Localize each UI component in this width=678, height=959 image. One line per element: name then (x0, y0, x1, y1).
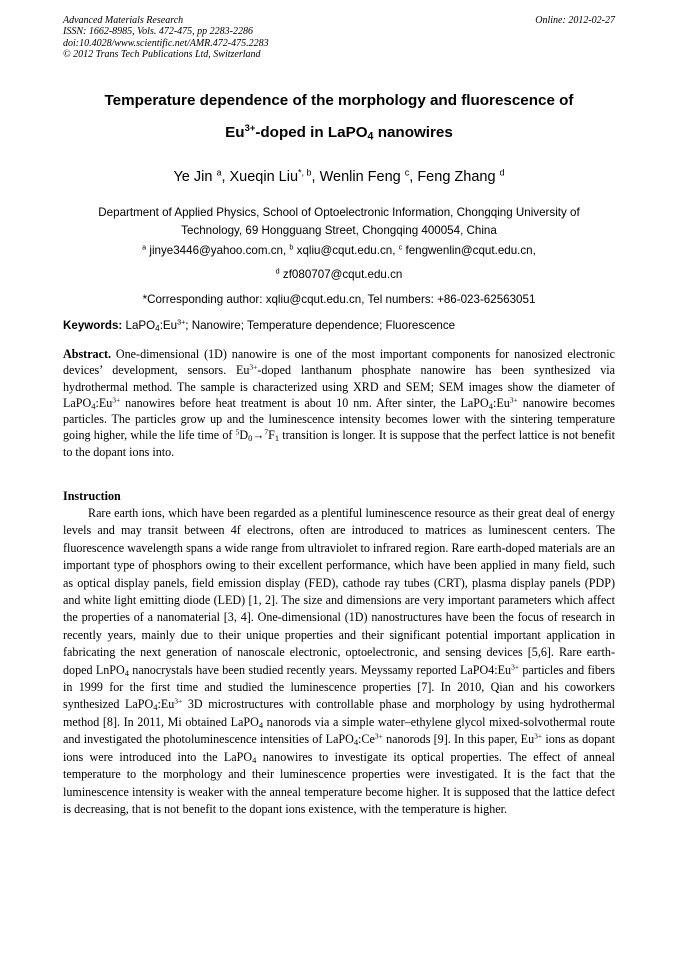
body-superscript: 3+ (174, 696, 183, 706)
author (417, 169, 504, 185)
body-superscript: 3+ (534, 731, 543, 741)
abstract-text: nanowire becomes particles. The particles grow up and the luminescence intensity becomes lower with the sintering temperature going higher, while the life time of (63, 395, 615, 443)
abstract-subscript: 1 (274, 433, 280, 444)
author (230, 169, 320, 185)
author-mark: *, b (298, 167, 312, 178)
abstract-subscript: 0 (248, 433, 253, 444)
email-mark: d (275, 266, 280, 276)
body-text: ions as dopant ions were introduced into the LaPO (63, 732, 615, 764)
abstract (63, 346, 615, 460)
abstract-text: One-dimensional (1D) nanowire is one of the most important components for nanosized electronic devices’ development, sensors. Eu (63, 347, 615, 378)
keyword-superscript: 3+ (177, 317, 186, 327)
abstract-text: :Eu (95, 395, 113, 410)
title-po4-subscript: 4 (367, 130, 374, 143)
author-emails (63, 244, 615, 257)
abstract-label: Abstract. (63, 347, 112, 361)
affiliation (63, 204, 615, 239)
body-text: Rare earth ions, which have been regarded as a plentiful luminescence resource as their great deal of energy levels and may transit between 4f electrons, often are introduced to matrices as luminescent centers. The fluorescence wavelength spans a wide range from ultraviolet to infrared region. Rare earth-doped materials are an important type of phosphors owing to their excellent performance, which have been applied in many field, such as optical display panels, field emission display (FED), cathode ray tubes (CRT), plasma display panels (PDP) and white light emitting diode (LED) [1, 2]. The size and dimensions are very important parameters which affect the properties of a nanomaterial [3, 4]. One-dimensional (1D) nanostructures have been the focus of research in recently years, mainly due to their unique properties and their significant potential important application in fabricating the next generation of nanoscale electronic, optoelectronic, and sensing devices [5,6]. Rare earth-doped LnPO (63, 506, 615, 677)
author-name: Feng Zhang (417, 169, 496, 185)
issn-line: ISSN: 1662-8985, Vols. 472-475, pp 2283-2286 (63, 26, 253, 38)
keywords-label: Keywords: (63, 319, 123, 332)
abstract-text: :Eu (493, 395, 510, 410)
title-eu-charge: 3+ (244, 122, 256, 134)
body-subscript: 4 (124, 667, 129, 678)
introduction-paragraph (63, 505, 615, 818)
email-link[interactable]: xqliu@cqut.edu.cn, (296, 244, 399, 257)
keyword-text: LaPO (125, 319, 156, 332)
author-emails-line-2 (63, 268, 615, 281)
author-separator: , (311, 169, 320, 185)
email-link[interactable]: zf080707@cqut.edu.cn (282, 268, 403, 281)
body-text: :Eu (157, 697, 175, 712)
author-name: Ye Jin (173, 169, 213, 185)
author-mark: c (404, 167, 410, 178)
author (173, 169, 229, 185)
author-name: Xueqin Liu (229, 169, 299, 185)
author-list (63, 169, 615, 185)
doi-line: doi:10.4028/www.scientific.net/AMR.472-475.2283 (63, 37, 269, 49)
abstract-superscript: 7 (264, 427, 269, 437)
abstract-text: nanowires before heat treatment is about 10 nm. After sinter, the LaPO (120, 395, 489, 410)
abstract-subscript: 4 (488, 401, 493, 411)
online-date: Online: 2012-02-27 (535, 15, 615, 26)
body-subscript: 4 (353, 737, 359, 748)
affiliation-line-1: Department of Applied Physics, School of Optoelectronic Information, Chongqing University of (98, 206, 580, 219)
keywords (63, 319, 623, 332)
abstract-text: D (239, 428, 249, 443)
title-rest: -doped in LaPO (255, 124, 368, 141)
body-superscript: 3+ (511, 662, 520, 672)
email-mark: a (142, 242, 147, 252)
abstract-text: transition is longer. It is suppose that the perfect lattice is not benefit to the dopant ions into. (63, 428, 615, 459)
email-mark: c (398, 242, 403, 252)
abstract-superscript: 5 (235, 427, 240, 437)
abstract-superscript: 3+ (112, 395, 121, 405)
author-separator: , (409, 169, 418, 185)
author-mark: d (499, 167, 505, 178)
email-link[interactable]: jinye3446@yahoo.com.cn, (149, 244, 290, 257)
body-text: nanorods via a simple water–ethylene glycol mixed-solvothermal route and investigated the photoluminescence intensities of LaPO (63, 714, 615, 747)
body-subscript: 4 (153, 702, 158, 713)
journal-name: Advanced Materials Research (63, 15, 184, 26)
body-text: nanocrystals have been studied recently years. Meyssamy reported LaPO4:Eu (129, 662, 512, 677)
email-link[interactable]: fengwenlin@cqut.edu.cn, (405, 244, 536, 257)
abstract-superscript: 3+ (249, 362, 258, 372)
author-mark: a (216, 167, 222, 178)
corresponding-author: *Corresponding author: xqliu@cqut.edu.cn, Tel numbers: +86-023-62563051 (142, 293, 536, 306)
title-end: nanowires (373, 124, 453, 141)
body-text: particles and fibers in 1999 for the first time and studied the luminescence properties [7]. In 2010, Qian and his coworkers synthesized LaPO (63, 662, 615, 712)
author-separator: , (221, 169, 230, 185)
affiliation-line-2: Technology, 69 Hongguang Street, Chongqing 400054, China (181, 223, 497, 237)
body-text: nanorods [9]. In this paper, Eu (382, 732, 535, 747)
title-eu: Eu (225, 124, 245, 141)
body-text: 3D microstructures with controllable phase and morphology by using hydrothermal method [8]. In 2011, Mi obtained LaPO (63, 697, 615, 729)
body-superscript: 3+ (374, 731, 383, 741)
author (320, 169, 418, 185)
section-heading: Instruction (63, 489, 121, 503)
abstract-superscript: 3+ (509, 395, 518, 405)
author-name: Wenlin Feng (319, 169, 401, 185)
paper-title-line-1: Temperature dependence of the morphology and fluorescence of (104, 92, 574, 109)
abstract-text: F (268, 428, 275, 443)
abstract-arrow: → (252, 428, 265, 443)
abstract-text: -doped lanthanum phosphate nanowire has been synthesized via hydrothermal method. The sample is characterized using XRD and SEM; SEM images show the diameter of LaPO (63, 363, 615, 410)
email-mark: b (289, 242, 294, 252)
copyright-line: © 2012 Trans Tech Publications Ltd, Switzerland (63, 49, 261, 61)
body-subscript: 4 (252, 754, 257, 765)
body-text: :Ce (358, 732, 375, 747)
keyword-text: :Eu (159, 319, 178, 332)
journal-header (63, 15, 269, 61)
keyword-subscript: 4 (155, 324, 160, 334)
paper-title-line-2 (63, 124, 615, 141)
keyword-text: ; Nanowire; Temperature dependence; Fluorescence (185, 319, 456, 332)
abstract-subscript: 4 (91, 401, 96, 411)
body-text: nanowires to investigate its optical properties. The effect of anneal temperature to the morphology and their luminescence properties were investigated. It is the fact that the luminescence intensity is weaker with the anneal temperature become higher. It is supposed that the lattice defect is decreasing, that is not benefit to the dopant ions existence, with the temperature is higher. (63, 749, 616, 816)
body-subscript: 4 (258, 719, 264, 730)
